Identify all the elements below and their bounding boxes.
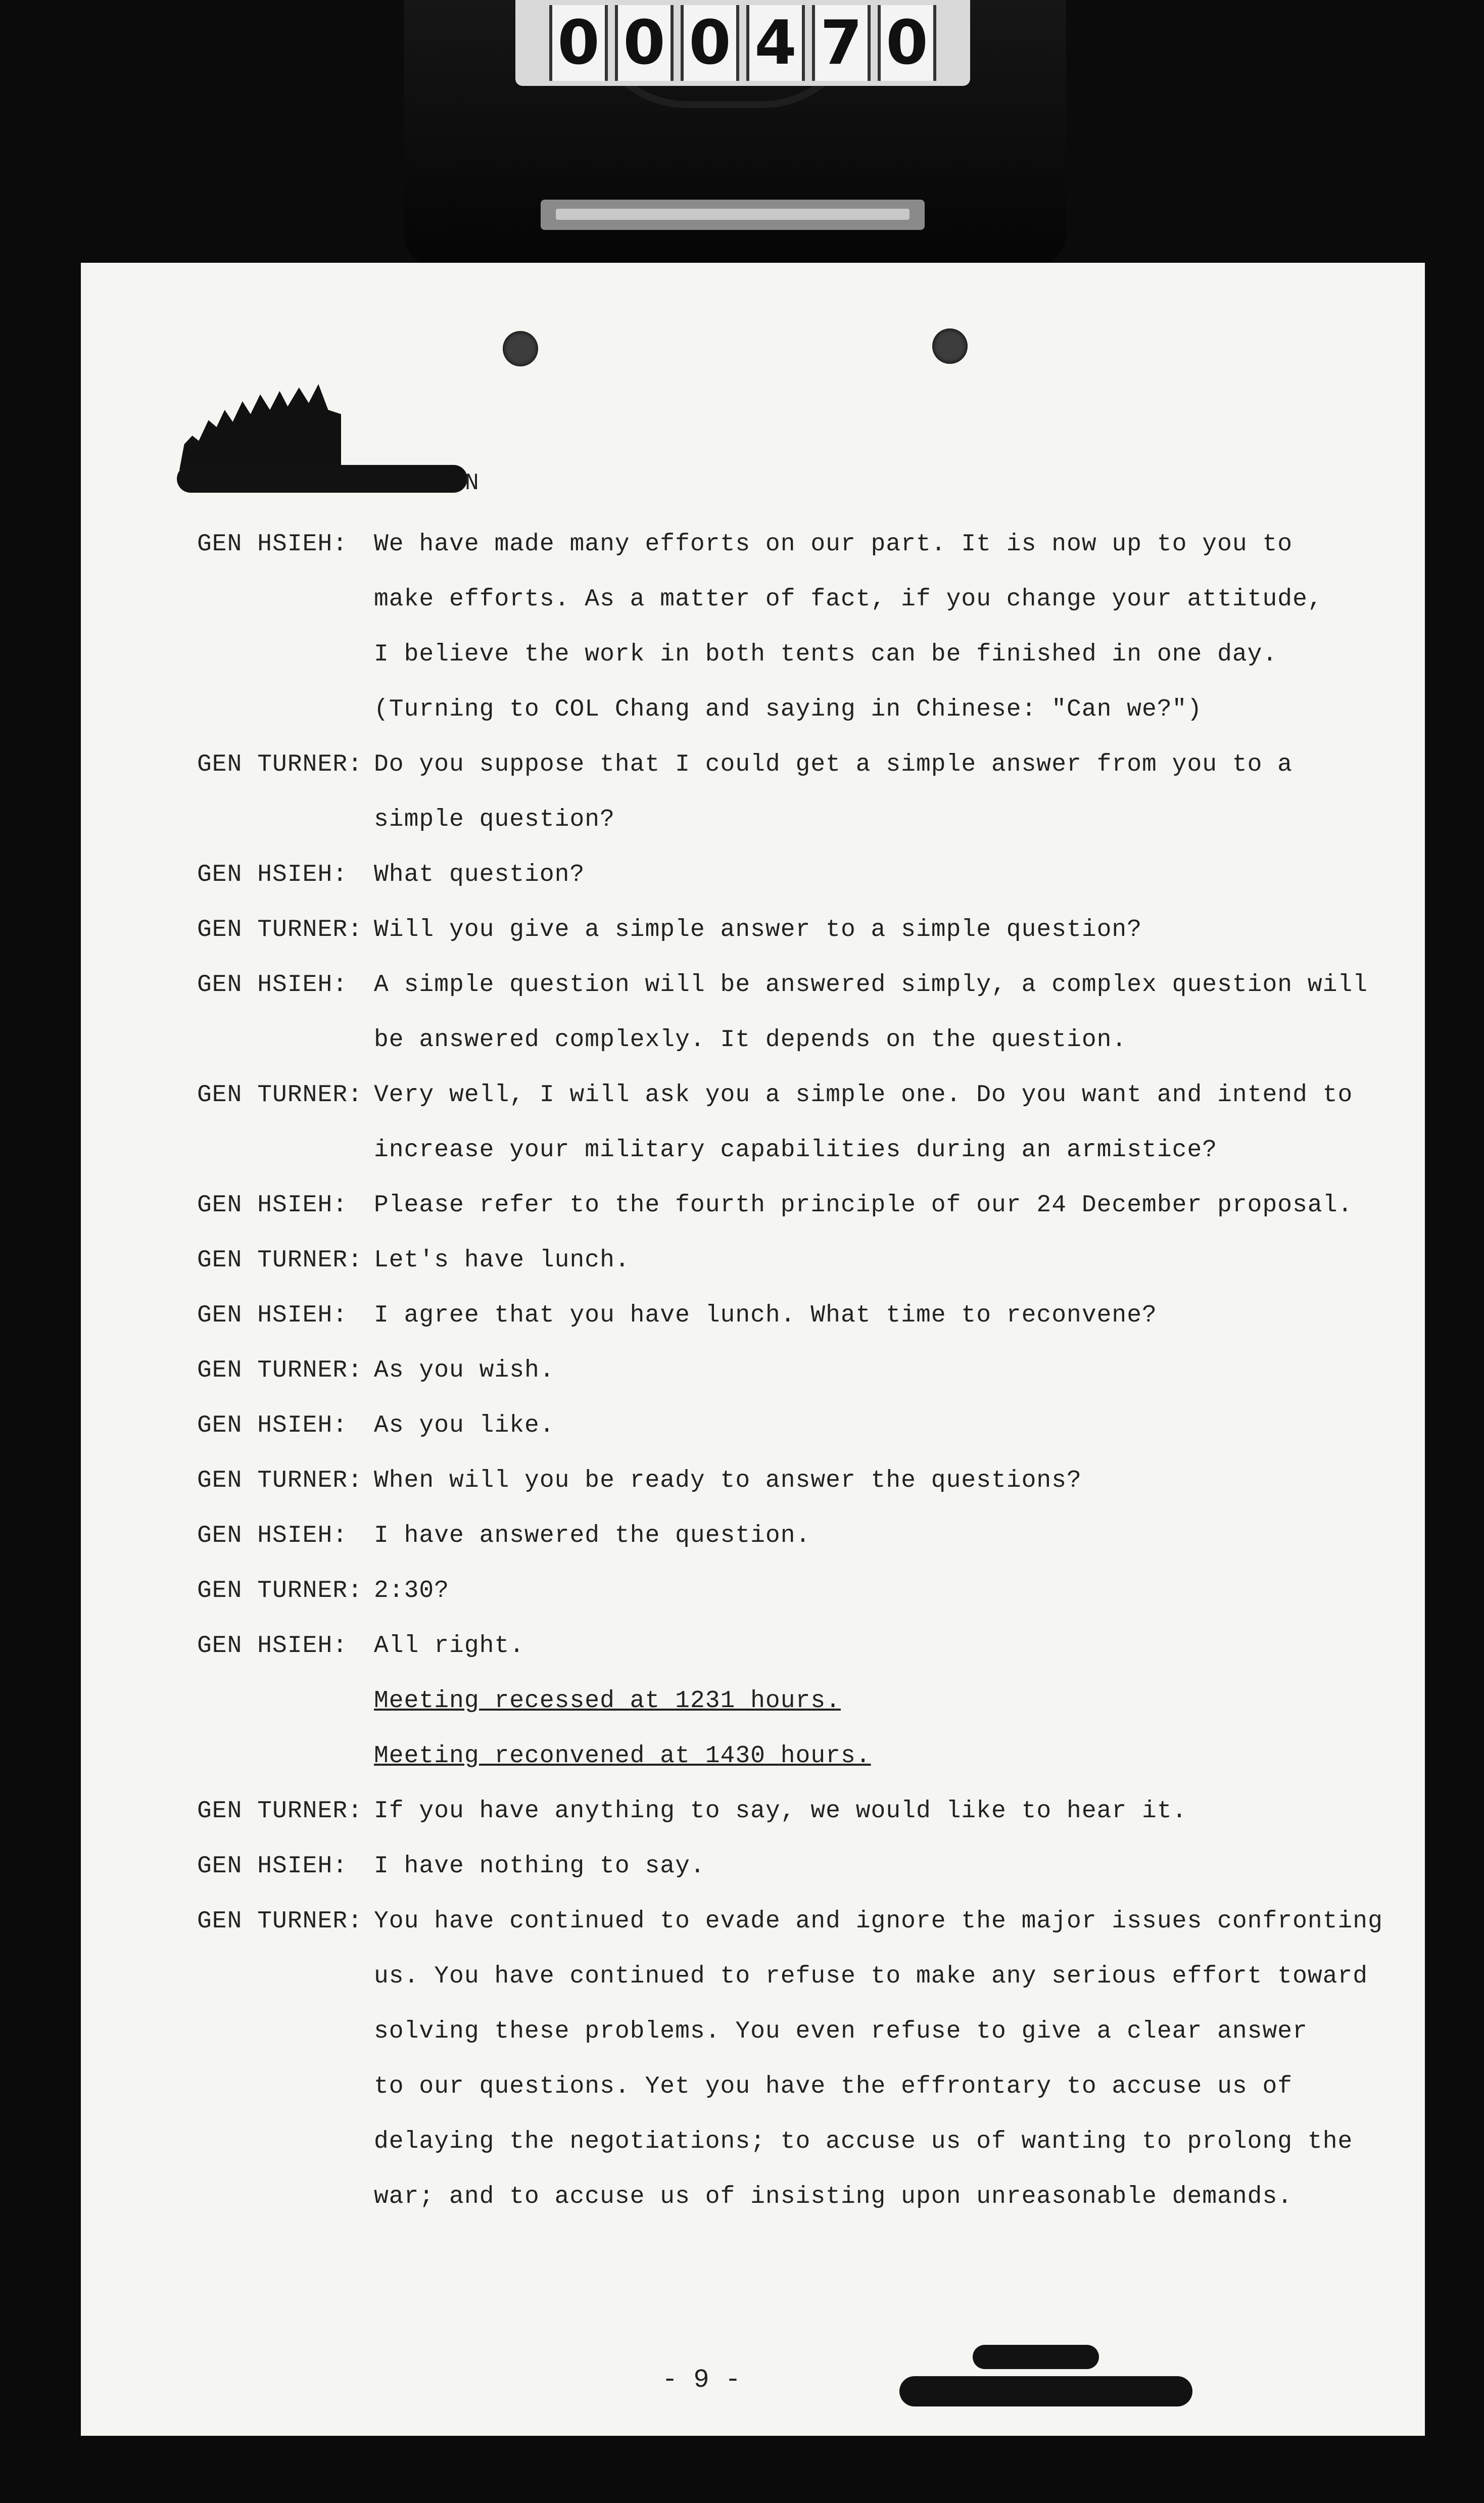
speaker-label: GEN TURNER: [197, 916, 363, 943]
spoken-text: us. You have continued to refuse to make any serious effort toward [374, 1963, 1368, 1990]
spoken-text: What question? [374, 861, 585, 888]
spoken-text: simple question? [374, 806, 615, 833]
speaker-label: GEN HSIEH: [197, 1522, 348, 1549]
transcript-line [81, 1026, 1425, 1072]
transcript-line [81, 916, 1425, 962]
page-number: - 9 - [662, 2365, 741, 2395]
classification-suffix: N [465, 470, 479, 496]
transcript-line [81, 1798, 1425, 1843]
frame-counter-device [404, 0, 1066, 265]
transcript-line [81, 1412, 1425, 1457]
meeting-note: Meeting recessed at 1231 hours. [374, 1687, 841, 1715]
spoken-text: delaying the negotiations; to accuse us of wanting to prolong the [374, 2128, 1353, 2155]
transcript-line [81, 2183, 1425, 2229]
speaker-label: GEN TURNER: [197, 1247, 363, 1274]
document-page [81, 263, 1425, 2436]
spoken-text: war; and to accuse us of insisting upon unreasonable demands. [374, 2183, 1293, 2210]
transcript-line [81, 1908, 1425, 1953]
transcript-line [81, 861, 1425, 907]
speaker-label: GEN HSIEH: [197, 971, 348, 999]
transcript-line [81, 1302, 1425, 1347]
spoken-text: (Turning to COL Chang and saying in Chinese: "Can we?") [374, 696, 1203, 723]
speaker-label: GEN TURNER: [197, 1798, 363, 1825]
speaker-label: GEN HSIEH: [197, 861, 348, 888]
transcript-line [81, 696, 1425, 741]
transcript-line [81, 1247, 1425, 1292]
spoken-text: All right. [374, 1632, 525, 1660]
spoken-text: I agree that you have lunch. What time to reconvene? [374, 1302, 1157, 1329]
spoken-text: If you have anything to say, we would like to hear it. [374, 1798, 1187, 1825]
transcript-line [81, 1137, 1425, 1182]
speaker-label: GEN HSIEH: [197, 1302, 348, 1329]
spoken-text: Do you suppose that I could get a simple answer from you to a [374, 751, 1293, 778]
speaker-label: GEN TURNER: [197, 1908, 363, 1935]
counter-digit: 0 [681, 5, 739, 81]
spoken-text: to our questions. Yet you have the effrontary to accuse us of [374, 2073, 1293, 2100]
speaker-label: GEN TURNER: [197, 1467, 363, 1494]
transcript-line [81, 586, 1425, 631]
transcript-line [81, 2128, 1425, 2174]
transcript-line [81, 641, 1425, 686]
speaker-label: GEN TURNER: [197, 751, 363, 778]
spoken-text: You have continued to evade and ignore the major issues confronting [374, 1908, 1383, 1935]
spoken-text: Very well, I will ask you a simple one. Do you want and intend to [374, 1081, 1353, 1109]
spoken-text: increase your military capabilities during an armistice? [374, 1137, 1218, 1164]
transcript-line [81, 2018, 1425, 2063]
spoken-text: make efforts. As a matter of fact, if you change your attitude, [374, 586, 1323, 613]
transcript-line [81, 971, 1425, 1017]
transcript-line [81, 1687, 1425, 1733]
transcript-line [81, 806, 1425, 852]
spoken-text: 2:30? [374, 1577, 450, 1604]
transcript-line [81, 1853, 1425, 1898]
frame-counter [515, 0, 970, 86]
transcript-line [81, 1467, 1425, 1513]
transcript-line [81, 751, 1425, 796]
speaker-label: GEN HSIEH: [197, 1853, 348, 1880]
transcript-line [81, 1963, 1425, 2008]
spoken-text: As you like. [374, 1412, 555, 1439]
transcript-line [81, 1577, 1425, 1623]
spoken-text: I believe the work in both tents can be finished in one day. [374, 641, 1278, 668]
counter-digit: 7 [812, 5, 871, 81]
transcript-line [81, 1632, 1425, 1678]
transcript-line [81, 2073, 1425, 2118]
counter-digit: 0 [549, 5, 608, 81]
speaker-label: GEN TURNER: [197, 1357, 363, 1384]
transcript-line [81, 1192, 1425, 1237]
spoken-text: We have made many efforts on our part. It is now up to you to [374, 531, 1293, 558]
spoken-text: Will you give a simple answer to a simple question? [374, 916, 1142, 943]
spoken-text: be answered complexly. It depends on the question. [374, 1026, 1127, 1054]
speaker-label: GEN TURNER: [197, 1577, 363, 1604]
transcript-line [81, 1081, 1425, 1127]
spoken-text: solving these problems. You even refuse to give a clear answer [374, 2018, 1308, 2045]
spoken-text: I have answered the question. [374, 1522, 811, 1549]
transcript-line [81, 1522, 1425, 1568]
speaker-label: GEN HSIEH: [197, 1412, 348, 1439]
spoken-text: When will you be ready to answer the questions? [374, 1467, 1082, 1494]
speaker-label: GEN HSIEH: [197, 1192, 348, 1219]
spoken-text: I have nothing to say. [374, 1853, 705, 1880]
footer-redaction [899, 2345, 1198, 2411]
speaker-label: GEN TURNER: [197, 1081, 363, 1109]
speaker-label: GEN HSIEH: [197, 531, 348, 558]
speaker-label: GEN HSIEH: [197, 1632, 348, 1660]
counter-plate [541, 200, 925, 230]
spoken-text: Please refer to the fourth principle of our 24 December proposal. [374, 1192, 1353, 1219]
counter-digit: 0 [878, 5, 936, 81]
counter-digit: 0 [615, 5, 674, 81]
transcript-line [81, 1357, 1425, 1402]
spoken-text: A simple question will be answered simply, a complex question will [374, 971, 1368, 999]
counter-digit: 4 [746, 5, 805, 81]
transcript-line [81, 531, 1425, 576]
meeting-note: Meeting reconvened at 1430 hours. [374, 1742, 871, 1770]
spoken-text: Let's have lunch. [374, 1247, 630, 1274]
transcript-line [81, 1742, 1425, 1788]
transcript [81, 263, 1425, 2436]
spoken-text: As you wish. [374, 1357, 555, 1384]
